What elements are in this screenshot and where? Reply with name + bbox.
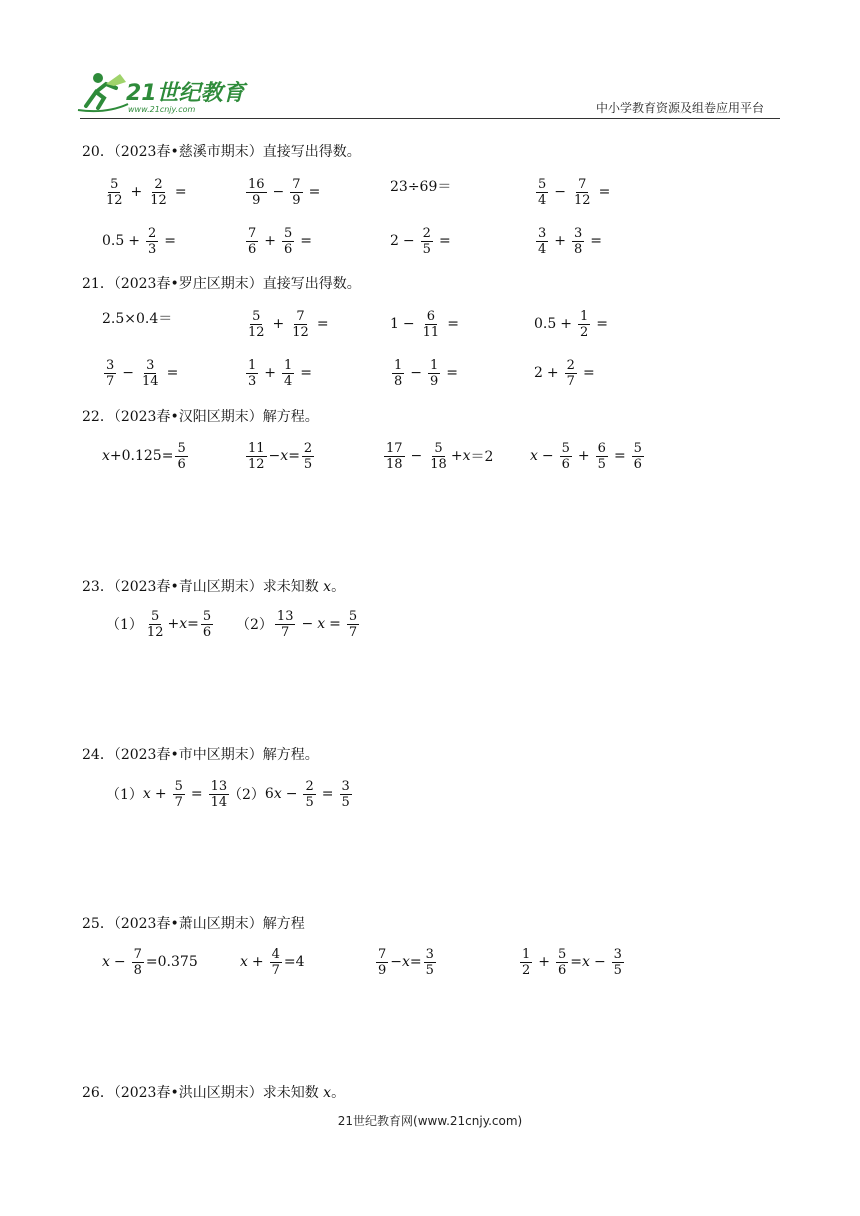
equation: （2） $\frac{13}{7}$ − x = $\frac{5}{7}$ — [236, 608, 358, 640]
equation: $\frac{7}{9}$ − x = $\frac{3}{5}$ — [378, 946, 434, 978]
equation: x +0.125= $\frac{5}{6}$ — [102, 440, 186, 472]
equation: （1） x + $\frac{5}{7}$ = $\frac{13}{14}$ — [106, 778, 228, 810]
equation: $\frac{1}{2}$ + $\frac{5}{6}$ = x − $\frac{3}{5}$ — [522, 946, 622, 978]
q20-row-2 — [0, 221, 860, 261]
equation: $\frac{11}{12}$ − x = $\frac{2}{5}$ — [248, 440, 313, 472]
question-25-title: 25．（2023春•萧山区期末）解方程 — [82, 916, 305, 932]
expr: 2.5×0.4＝ — [102, 311, 173, 327]
expr: $\frac{5}{12}$ + $\frac{7}{12}$ = — [248, 308, 329, 340]
expr: 1 − $\frac{6}{11}$ = — [390, 308, 459, 340]
q20-row-1 — [0, 172, 860, 212]
question-22-title: 22．（2023春•汉阳区期末）解方程。 — [82, 409, 319, 425]
q21-row-2 — [0, 353, 860, 393]
equation: （2） 6 x − $\frac{2}{5}$ = $\frac{3}{5}$ — [228, 778, 350, 810]
expr: $\frac{5}{4}$ − $\frac{7}{12}$ = — [538, 176, 611, 208]
expr: $\frac{3}{4}$ + $\frac{3}{8}$ = — [538, 225, 603, 257]
question-23-title: 23．（2023春•青山区期末）求未知数 x。 — [82, 579, 346, 595]
page-footer: 21世纪教育网(www.21cnjy.com) — [337, 1114, 523, 1128]
platform-name: 中小学教育资源及组卷应用平台 — [596, 101, 765, 115]
equation: x − $\frac{5}{6}$ + $\frac{6}{5}$ = $\frac{5}{6}$ — [530, 440, 642, 472]
question-24-title: 24．（2023春•市中区期末）解方程。 — [82, 747, 319, 763]
expr: $\frac{1}{3}$ + $\frac{1}{4}$ = — [248, 357, 313, 389]
expr: 0.5 + $\frac{2}{3}$ = — [102, 225, 177, 257]
equation: x − $\frac{7}{8}$ =0.375 — [102, 946, 198, 978]
expr: 2 + $\frac{2}{7}$ = — [534, 357, 595, 389]
question-21-title: 21．（2023春•罗庄区期末）直接写出得数。 — [82, 276, 361, 292]
equation: x + $\frac{4}{7}$ =4 — [240, 946, 305, 978]
question-20-title: 20．（2023春•慈溪市期末）直接写出得数。 — [82, 144, 361, 160]
question-26-title: 26．（2023春•洪山区期末）求未知数 x。 — [82, 1085, 346, 1101]
expr: $\frac{5}{12}$ + $\frac{2}{12}$ = — [106, 176, 187, 208]
expr: $\frac{3}{7}$ − $\frac{3}{14}$ = — [106, 357, 179, 389]
expr: $\frac{7}{6}$ + $\frac{5}{6}$ = — [248, 225, 313, 257]
logo-text: 21世纪教育 — [126, 81, 245, 106]
header-divider — [80, 118, 780, 119]
equation: （1） $\frac{5}{12}$ + x = $\frac{5}{6}$ — [106, 608, 212, 640]
q21-row-1 — [0, 304, 860, 344]
expr: $\frac{16}{9}$ − $\frac{7}{9}$ = — [248, 176, 321, 208]
expr: $\frac{1}{8}$ − $\frac{1}{9}$ = — [394, 357, 459, 389]
expr: 0.5 + $\frac{1}{2}$ = — [534, 308, 609, 340]
q25-row — [0, 942, 860, 982]
site-logo — [76, 68, 256, 116]
q24-row — [0, 774, 860, 814]
expr: 23÷69＝ — [390, 179, 452, 195]
q22-row — [0, 436, 860, 476]
runner-icon — [78, 73, 128, 111]
expr: 2 − $\frac{2}{5}$ = — [390, 225, 451, 257]
logo-url: www.21cnjy.com — [128, 105, 196, 114]
q23-row — [0, 604, 860, 644]
equation: $\frac{17}{18}$ − $\frac{5}{18}$ + x ＝2 — [386, 440, 494, 472]
